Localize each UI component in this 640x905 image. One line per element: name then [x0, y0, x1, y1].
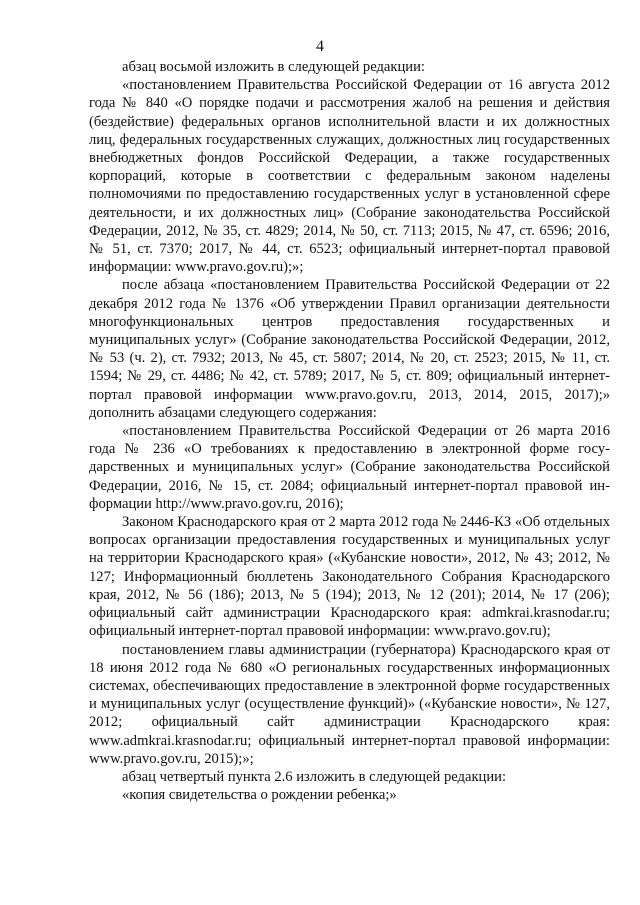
paragraph-instruction-2-6: абзац четвертый пункта 2.6 изложить в следующей редакции: [122, 768, 507, 785]
paragraph-birth-certificate: «копия свидетельства о рождении ребенка;» [122, 787, 397, 804]
paragraph-after-1376: после абзаца «постановлением Правительства Российской Федерации от 22 декабря 2012 года № 1376 «Об утверждении Правил организации деятельности многофункциональных центров предоставления государственных и муниципальных услуг» (Собрание законодательства Российской Федерации, 2012, № 53 (ч. 2), ст. 7932; 2013, № 45, ст. 5807; 2014, № 20, ст. 2523; 2015, № 11, ст. 1594; № 29, ст. 4486; № 42, ст. 5789; 2017, № 5, ст. 809; официальный интернет-портал правовой информации www.pravo.gov.ru, 2013, 2014, 2015, 2017);» дополнить абзацами следующего содержания: [89, 277, 610, 421]
document-body [89, 58, 610, 804]
paragraph-instruction-8: абзац восьмой изложить в следующей редакции: [122, 59, 425, 75]
paragraph-law-2446: Законом Краснодарского края от 2 марта 2012 года № 2446-КЗ «Об отдельных вопросах организации предоставления государственных и муниципальных услуг на территории Краснодарского края» («Кубанские новости», 2012, № 43; 2012, № 127; Информационный бюллетень Законодательного Собрания Краснодарского края, 2012, № 56 (186); 2013, № 5 (194); 2013, № 12 (201); 2014, № 17 (206); официальный сайт администрации Краснодарского края: admkrai.krasnodar.ru; официальный интернет-портал правовой информации: www.pravo.gov.ru); [89, 514, 610, 640]
page-number: 4 [316, 38, 324, 55]
paragraph-resolution-680: постановлением главы администрации (губернатора) Краснодарского края от 18 июня 2012 года № 680 «О региональных государственных информационных системах, обеспечивающих предоставление в электронной форме государственных и муниципальных услуг (осуществление функций)» («Кубанские новости», № 127, 2012; официальный сайт администрации Краснодарского края: www.admkrai.krasnodar.ru; официальный интернет-портал правовой информации: www.pravo.gov.ru, 2015);»; [89, 641, 610, 767]
paragraph-resolution-840: «постановлением Правительства Российской Федерации от 16 августа 2012 года № 840 «О порядке подачи и рассмотрения жалоб на решения и действия (бездействие) федеральных органов исполнительной власти и их должностных лиц, федеральных государственных служащих, должностных лиц государственных внебюджетных фондов Российской Федерации, а также государственных корпораций, которые в соответствии с федеральным законом наделены полномочиями по предоставлению государственных услуг в установленной сфере деятельности, и их должностных лиц» (Собрание законодательства Российской Федерации, 2012, № 35, ст. 4829; 2014, № 50, ст. 7113; 2015, № 47, ст. 6596; 2016, № 51, ст. 7370; 2017, № 44, ст. 6523; официальный интернет-портал правовой информации: www.pravo.gov.ru);»; [89, 77, 610, 276]
paragraph-resolution-236: «постановлением Правительства Российской Федерации от 26 марта 2016 года № 236 «О требованиях к предоставлению в электронной форме государственных и муниципальных услуг» (Собрание законодательства Российской Федерации, 2016, № 15, ст. 2084; официальный интернет-портал правовой информации http://www.pravo.gov.ru, 2016); [89, 423, 610, 512]
